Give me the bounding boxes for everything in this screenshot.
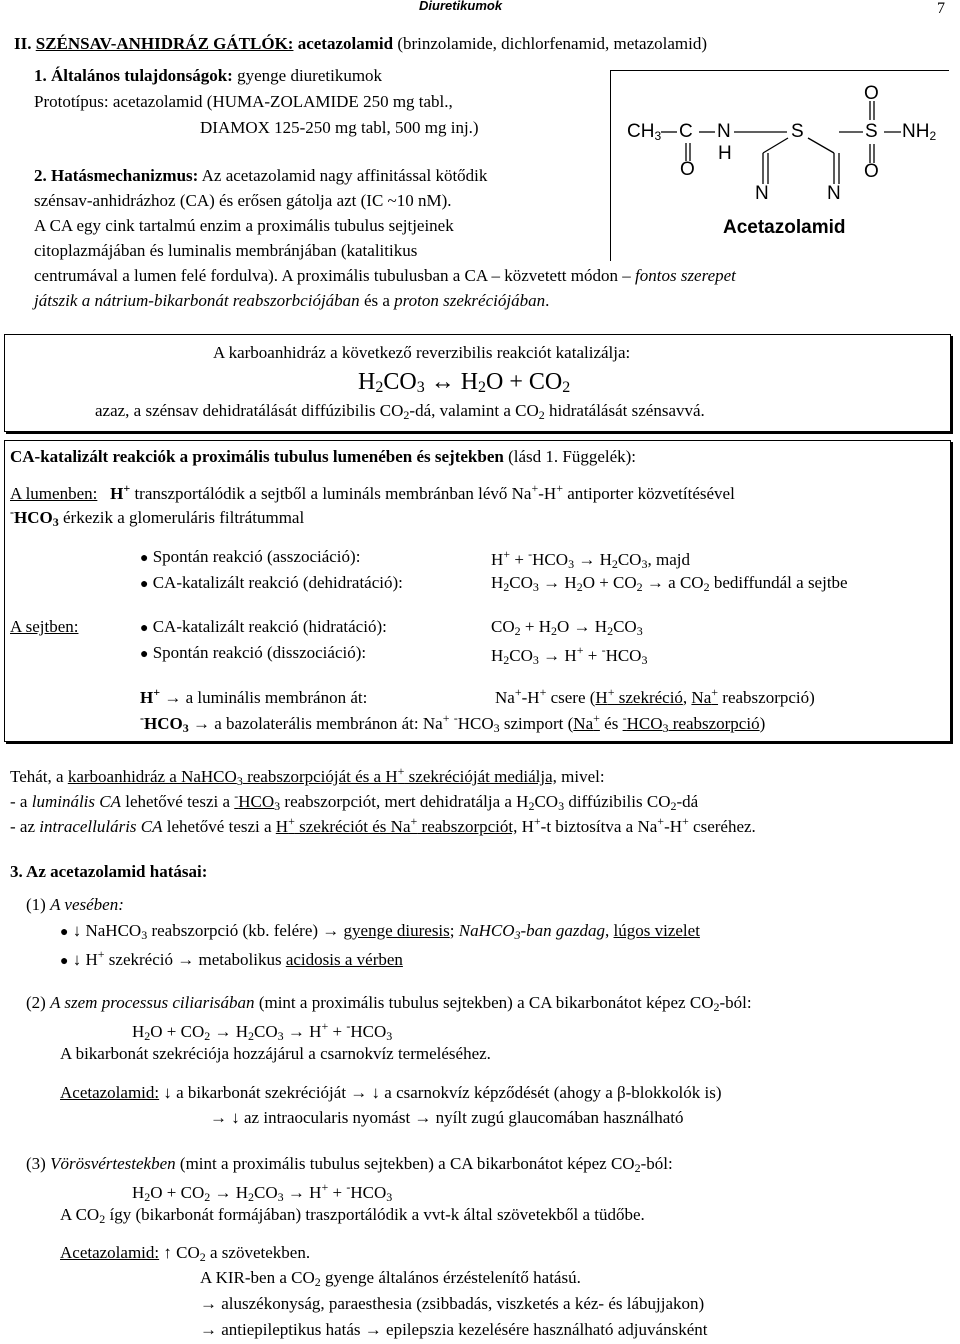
prototype-line: Prototípus: acetazolamid (HUMA-ZOLAMIDE 250 mg tabl., [34, 92, 453, 111]
conclusion-line-1: Tehát, a karboanhidráz a NaHCO$_3$ reabszorpcióját és a H+ szekrécióját mediálja, mivel: [10, 764, 605, 788]
rbc-result-2: A KIR-ben a $CO_2$ gyenge általános érzéstelenítő hatású. [200, 1268, 581, 1289]
sulfonyl-oxygen-bottom: O [864, 161, 879, 182]
ring-sulfur: S [791, 121, 804, 142]
rbc-equation: $H_2O + CO_2 \to H_2CO_3 \to H^+ + ^-HCO_3$ [132, 1180, 393, 1204]
ring-nitrogen-right: N [827, 183, 841, 204]
eye-heading: (2) A szem processus ciliarisában (mint a proximális tubulus sejtekben) a CA bikarbonátot képez $CO_2$-ból: [26, 993, 752, 1014]
diamox-line: DIAMOX 125-250 mg tabl, 500 mg inj.) [200, 118, 479, 137]
effects-heading: 3. Az acetazolamid hatásai: [10, 862, 208, 881]
reaction-explanation: azaz, a szénsav dehidratálását diffúzibilis $CO_2-dá$, valamint a $CO_2$ hidratálását szénsavvá. [95, 401, 705, 422]
hplus-exchange: Na+-H+ csere (H+ szekréció, Na+ reabszorpció) [495, 685, 815, 707]
lumen-line: A lumenben: H+ transzportálódik a sejtből a lumináls membránban lévő Na+-H+ antiporter közvetítésével [10, 481, 735, 503]
ca-dehid-label: ● CA-katalizált reakció (dehidratáció): [140, 573, 403, 592]
amide-hydrogen: H [718, 143, 732, 164]
kidney-effect-2: ● ↓ H+ szekréció → metabolikus acidosis a vérben [60, 947, 403, 969]
carbonyl-carbon: C [679, 121, 693, 142]
hco3-membrane-line: $^-HCO_3 \to a$ bazolaterális membránon át: Na+ $^-HCO_3$ szimport (Na+ és $^-HCO_3$ reabszorpció) [140, 711, 766, 735]
spontan-dissz-eq: $H_2CO_3 \to H^+ + ^-HCO_3$ [491, 643, 648, 667]
ch3-group: $CH_3$ [627, 121, 662, 143]
carbonyl-oxygen: O [680, 159, 695, 180]
eye-result-1: Acetazolamid: ↓ a bikarbonát szekrécióját → ↓ a csarnokvíz képződését (ahogy a β-blokkolók is) [60, 1083, 722, 1102]
ca-box-title: CA-katalizált reakciók a proximális tubulus lumenében és sejtekben (lásd 1. Függelék): [10, 447, 637, 466]
hplus-membrane-line: H+ → a luminális membránon át: [140, 685, 368, 707]
mechanism-line-4: citoplazmájában és luminalis membránjában (katalitikus [34, 241, 418, 260]
rbc-heading: (3) Vörösvértestekben (mint a proximális tubulus sejtekben) a CA bikarbonátot képez $CO_2$-ból: [26, 1154, 673, 1175]
ca-hidr-eq: $CO_2 + H_2O \to H_2CO_3$ [491, 617, 643, 638]
kidney-effect-1: ● ↓ NaHCO$_3$ reabszorpció (kb. felére) → gyenge diuresis; NaHCO$_3$-ban gazdag, lúgos vizelet [60, 921, 700, 942]
sejt-label: A sejtben: [10, 617, 79, 636]
eye-note: A bikarbonát szekréciója hozzájárul a csarnokvíz termeléséhez. [60, 1044, 491, 1063]
rbc-result-4: → antiepileptikus hatás → epilepszia kezelésére használható adjuvánsként [200, 1320, 708, 1339]
mechanism-line-6: játszik a nátrium-bikarbonát reabszorbciójában és a proton szekréciójában. [34, 291, 550, 310]
mechanism-line-2: szénsav-anhidrázhoz (CA) és erősen gátolja azt (IC ~10 nM). [34, 191, 452, 210]
reaction-box [4, 334, 951, 432]
reaction-equation: H2CO3 ↔ H2O + CO2 [358, 369, 571, 396]
amide-nitrogen: N [717, 121, 731, 142]
ca-dehid-eq: $H_2CO_3 \to H_2O + CO_2 \to a$ $CO_2$ bediffundál a sejtbe [491, 573, 848, 594]
conclusion-line-2: - a luminális CA lehetővé teszi a $^-HCO_3$ reabszorpciót, mert dehidratálja a $H_2CO_3$ diffúzibilis $CO_2-dá$ [10, 789, 699, 813]
mechanism-line-5: centrumával a lumen felé fordulva). A proximális tubulusban a CA – közvetett módon – fontos szerepet [34, 266, 736, 285]
amino-group: $NH_2$ [902, 121, 937, 143]
mechanism-line-3: A CA egy cink tartalmú enzim a proximális tubulus sejtjeinek [34, 216, 454, 235]
conclusion-line-3: - az intracelluláris CA lehetővé teszi a H+ szekréciót és Na+ reabszorpciót, H+-t biztosítva a Na+-H+ cseréhez. [10, 814, 756, 836]
section-heading: II. SZÉNSAV-ANHIDRÁZ GÁTLÓK: acetazolamid (brinzolamide, dichlorfenamid, metazolamid) [14, 34, 707, 53]
reaction-intro: A karboanhidráz a következő reverzibilis reakciót katalizálja: [213, 343, 631, 362]
spontan-assoc-label: ● Spontán reakció (asszociáció): [140, 547, 361, 566]
ca-hidr-label: ● CA-katalizált reakció (hidratáció): [140, 617, 387, 636]
sulfonyl-oxygen-top: O [864, 83, 879, 104]
page-number: 7 [937, 0, 945, 17]
ring-nitrogen-left: N [755, 183, 769, 204]
mechanism-line-1: 2. Hatásmechanizmus: Az acetazolamid nagy affinitással kötődik [34, 166, 488, 185]
structure-name: Acetazolamid [723, 217, 846, 238]
kidney-heading: (1) A vesében: [26, 895, 124, 914]
rbc-result-1: Acetazolamid: ↑ $CO_2$ a szövetekben. [60, 1243, 311, 1264]
general-heading: 1. Általános tulajdonságok: gyenge diuretikumok [34, 66, 383, 85]
sulfonyl-sulfur: S [865, 121, 878, 142]
spontan-assoc-eq: $H^+ + ^-HCO_3 \to H_2CO_3$, majd [491, 547, 690, 571]
spontan-dissz-label: ● Spontán reakció (disszociáció): [140, 643, 367, 662]
ca-reactions-box [4, 440, 951, 742]
eye-equation: $H_2O + CO_2 \to H_2CO_3 \to H^+ + ^-HCO_3$ [132, 1019, 393, 1043]
lumen-hco3-line: $^-HCO_3$ érkezik a glomeruláris filtrátummal [10, 505, 305, 529]
running-header: Diuretikumok [419, 0, 503, 13]
rbc-note: A $CO_2$ így (bikarbonát formájában) traszportálódik a vvt-k által szövetekből a tüdőbe. [60, 1205, 645, 1226]
structure-box [610, 70, 949, 261]
rbc-result-3: → aluszékonyság, paraesthesia (zsibbadás, viszketés a kéz- és lábujjakon) [200, 1294, 705, 1313]
eye-result-2: → ↓ az intraocularis nyomást → nyílt zugú glaucomában használható [210, 1108, 684, 1127]
